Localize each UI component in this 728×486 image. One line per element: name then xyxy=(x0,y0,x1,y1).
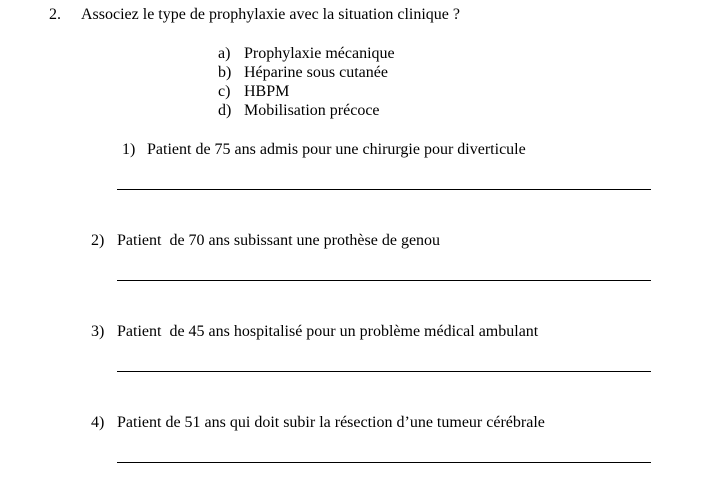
item-4-text: Patient de 51 ans qui doit subir la résection d’une tumeur cérébrale xyxy=(117,414,545,431)
item-2-number: 2) xyxy=(91,232,105,249)
item-3-text: Patient de 45 ans hospitalisé pour un problème médical ambulant xyxy=(117,323,539,340)
item-4-number: 4) xyxy=(91,414,105,431)
item-2-text: Patient de 70 ans subissant une prothèse de genou xyxy=(117,232,441,249)
question-number: 2. xyxy=(49,6,61,23)
option-label-b: Héparine sous cutanée xyxy=(244,64,388,81)
answer-line-2[interactable] xyxy=(117,280,651,281)
answer-line-3[interactable] xyxy=(117,371,651,372)
answer-line-1[interactable] xyxy=(117,189,651,190)
option-letter-c: c) xyxy=(218,83,231,100)
option-letter-b: b) xyxy=(218,64,232,81)
item-1-number: 1) xyxy=(122,141,136,158)
question-text: Associez le type de prophylaxie avec la situation clinique ? xyxy=(81,6,460,23)
option-letter-d: d) xyxy=(218,102,232,119)
option-label-c: HBPM xyxy=(244,83,290,100)
item-1-text: Patient de 75 ans admis pour une chirurgie pour diverticule xyxy=(147,141,526,158)
option-label-a: Prophylaxie mécanique xyxy=(244,45,395,62)
option-label-d: Mobilisation précoce xyxy=(244,102,380,119)
item-3-number: 3) xyxy=(91,323,105,340)
option-letter-a: a) xyxy=(218,45,231,62)
answer-line-4[interactable] xyxy=(117,462,651,463)
